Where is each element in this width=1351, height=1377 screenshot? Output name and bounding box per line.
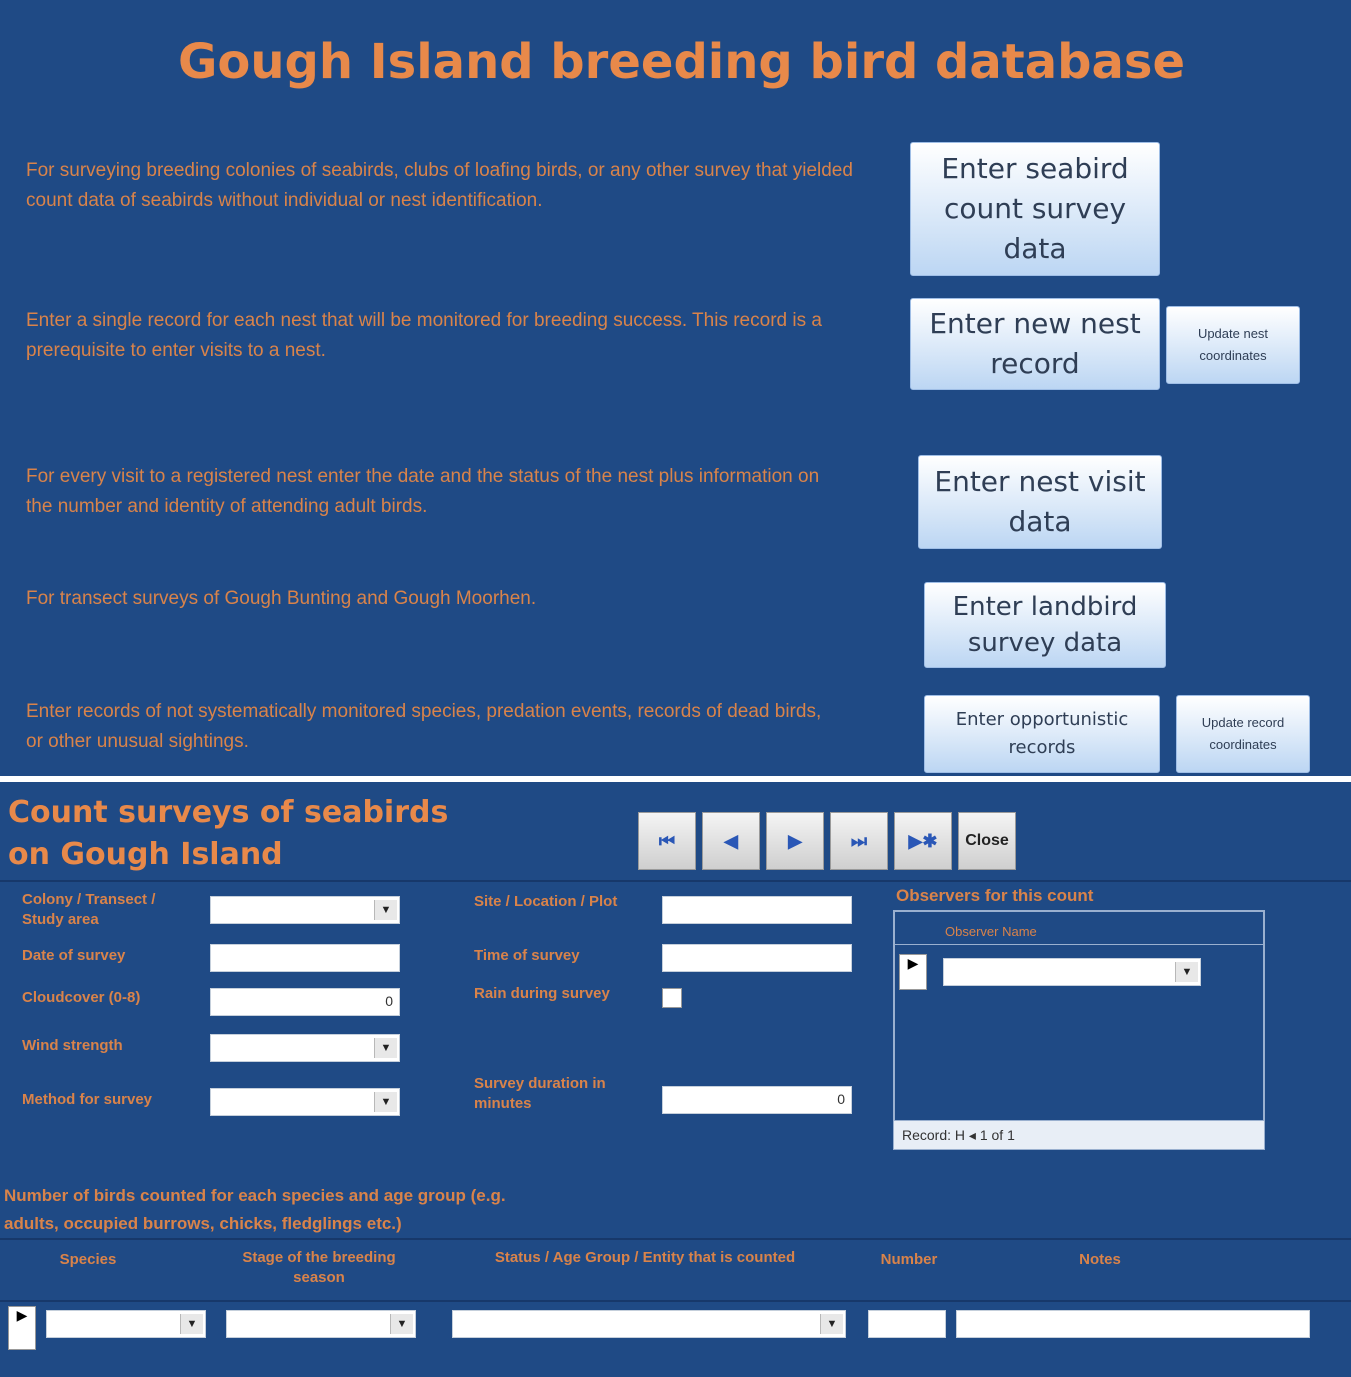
chevron-down-icon[interactable]: ▼: [820, 1314, 843, 1334]
enter-seabird-count-button[interactable]: Enter seabird count survey data: [910, 142, 1160, 276]
site-field[interactable]: [662, 896, 852, 924]
enter-opportunistic-records-button[interactable]: Enter opportunistic records: [924, 695, 1160, 773]
new-record-button[interactable]: ▶✱: [894, 812, 952, 870]
col-species: Species: [59, 1251, 117, 1268]
method-dropdown[interactable]: [210, 1088, 400, 1116]
time-of-survey-label: Time of survey: [474, 947, 580, 964]
chevron-down-icon[interactable]: ▼: [374, 1092, 397, 1112]
nest-record-description: Enter a single record for each nest that will be monitored for breeding success. This record is a prerequisite to enter visits to a nest.: [26, 310, 822, 361]
count-survey-form: [0, 782, 1351, 1377]
next-record-button[interactable]: ▶: [766, 812, 824, 870]
chevron-down-icon[interactable]: ▼: [1175, 962, 1198, 982]
cloudcover-field[interactable]: [210, 988, 400, 1016]
landbird-survey-description: For transect surveys of Gough Bunting and Gough Moorhen.: [26, 588, 537, 609]
species-dropdown[interactable]: [46, 1310, 206, 1338]
colony-label: Colony / Transect / Study area: [22, 891, 156, 928]
duration-value: 0: [837, 1091, 845, 1107]
duration-label: Survey duration in minutes: [474, 1075, 606, 1112]
update-record-coordinates-button[interactable]: Update record coordinates: [1176, 695, 1310, 773]
cloudcover-value: 0: [385, 993, 393, 1009]
cloudcover-label: Cloudcover (0-8): [22, 989, 141, 1006]
close-button[interactable]: Close: [958, 812, 1016, 870]
chevron-down-icon[interactable]: ▼: [374, 900, 397, 920]
stage-dropdown[interactable]: [226, 1310, 416, 1338]
rain-label: Rain during survey: [474, 985, 610, 1002]
notes-field[interactable]: [956, 1310, 1310, 1338]
wind-strength-label: Wind strength: [22, 1037, 123, 1054]
rain-checkbox[interactable]: [662, 988, 682, 1008]
method-label: Method for survey: [22, 1091, 153, 1108]
status-dropdown[interactable]: [452, 1310, 846, 1338]
col-number: Number: [880, 1251, 938, 1268]
enter-new-nest-record-button[interactable]: Enter new nest record: [910, 298, 1160, 390]
counts-heading: [4, 1182, 684, 1238]
row-selector-icon[interactable]: ▶: [899, 954, 927, 990]
form-title-line-2: on Gough Island: [8, 837, 283, 872]
previous-record-button[interactable]: ◀: [702, 812, 760, 870]
date-of-survey-label: Date of survey: [22, 947, 126, 964]
last-record-button[interactable]: ⏭: [830, 812, 888, 870]
colony-dropdown[interactable]: [210, 896, 400, 924]
date-of-survey-field[interactable]: [210, 944, 400, 972]
page-title: Gough Island breeding bird database: [178, 34, 1186, 90]
header-separator: [0, 880, 1351, 882]
observers-record-navigation[interactable]: Record: H ◂ 1 of 1: [893, 1120, 1265, 1150]
time-of-survey-field[interactable]: [662, 944, 852, 972]
opportunistic-records-description: Enter records of not systematically monitored species, predation events, records of dead birds, or other unusual sightings.: [26, 701, 822, 752]
chevron-down-icon[interactable]: ▼: [374, 1038, 397, 1058]
observers-title: Observers for this count: [896, 886, 1094, 905]
observer-header-line: [895, 944, 1263, 945]
counts-header-line: [0, 1300, 1351, 1302]
chevron-down-icon[interactable]: ▼: [390, 1314, 413, 1334]
observer-column-header: Observer Name: [945, 924, 1037, 939]
col-status: Status / Age Group / Entity that is counted: [494, 1249, 796, 1266]
col-notes: Notes: [1079, 1251, 1121, 1268]
enter-nest-visit-button[interactable]: Enter nest visit data: [918, 455, 1162, 549]
counts-heading-line-2: adults, occupied burrows, chicks, fledglings etc.): [4, 1214, 402, 1233]
form-title-line-1: Count surveys of seabirds: [8, 795, 449, 830]
counts-heading-line-1: Number of birds counted for each species and age group (e.g.: [4, 1186, 506, 1205]
observer-name-dropdown[interactable]: [943, 958, 1201, 986]
observers-subform: [893, 910, 1265, 1150]
row-selector-icon[interactable]: ▶: [8, 1306, 36, 1350]
wind-strength-dropdown[interactable]: [210, 1034, 400, 1062]
site-label: Site / Location / Plot: [474, 893, 618, 910]
chevron-down-icon[interactable]: ▼: [180, 1314, 203, 1334]
col-stage: Stage of the breeding season: [242, 1249, 396, 1286]
seabird-count-description: For surveying breeding colonies of seabirds, clubs of loafing birds, or any other survey that yielded count data of seabirds without individual or nest identification.: [26, 160, 853, 211]
counts-separator: [0, 1238, 1351, 1240]
first-record-button[interactable]: ⏮: [638, 812, 696, 870]
nest-visit-description: For every visit to a registered nest enter the date and the status of the nest plus information on the number and identity of attending adult birds.: [26, 466, 820, 517]
form-title: [8, 792, 448, 876]
number-field[interactable]: [868, 1310, 946, 1338]
enter-landbird-survey-button[interactable]: Enter landbird survey data: [924, 582, 1166, 668]
update-nest-coordinates-button[interactable]: Update nest coordinates: [1166, 306, 1300, 384]
duration-field[interactable]: [662, 1086, 852, 1114]
